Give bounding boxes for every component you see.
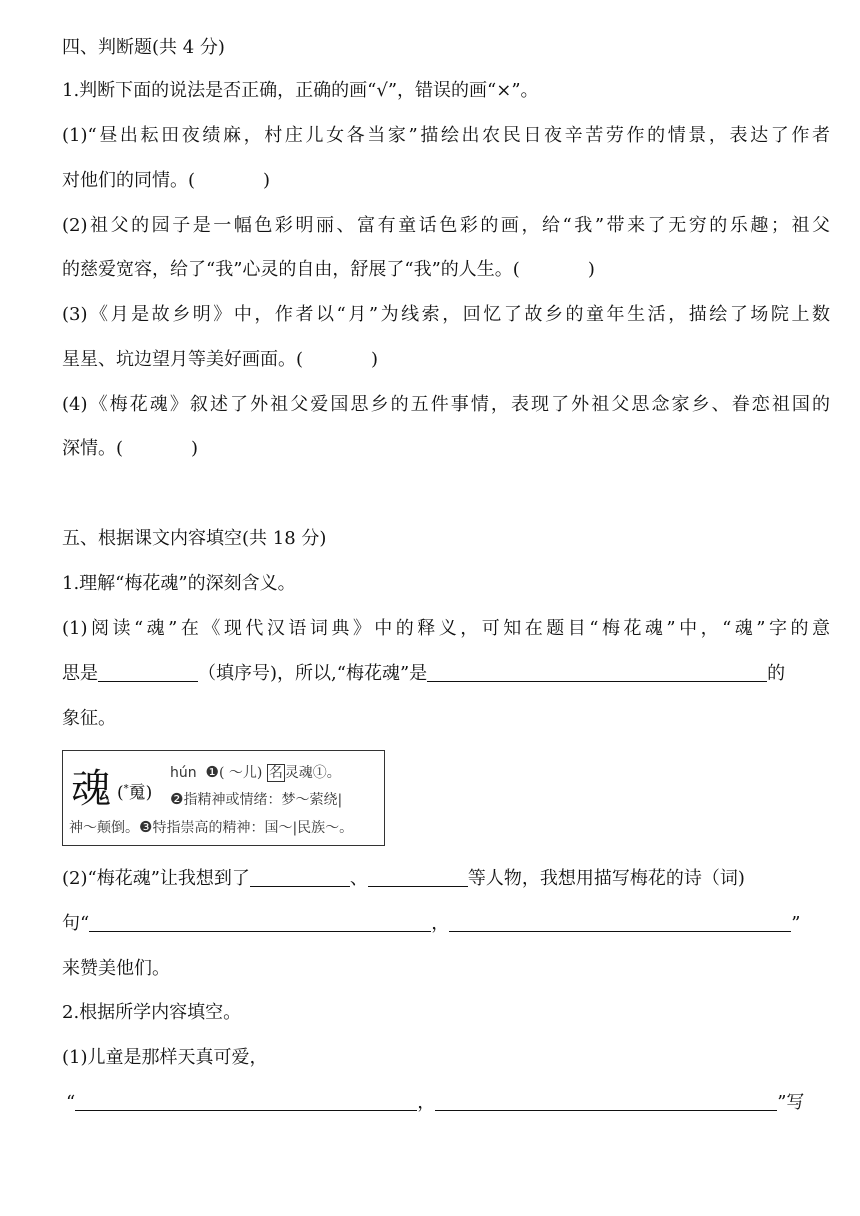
fill-blank-sequence-number[interactable]	[98, 663, 198, 682]
dictionary-sense-3: 神～颠倒。❸特指崇高的精神：国～|民族～。	[69, 818, 354, 836]
dictionary-headword: 魂	[71, 766, 111, 812]
q1-2-line1: (2)“梅花魂”让我想到了 、 等人物，我想用描写梅花的诗（词)	[62, 868, 745, 889]
section5-question1: 1.理解“梅花魂”的深刻含义。	[62, 573, 296, 594]
q2-1-line2: “ ， ”写	[66, 1092, 805, 1113]
fill-blank-person-1[interactable]	[250, 868, 350, 887]
fill-blank-poem-line-2[interactable]	[449, 913, 791, 932]
dictionary-sense-1: hún ❶( ～儿) 名 灵魂①。	[170, 763, 341, 781]
judge-item-1-line2: 对他们的同情。( )	[62, 170, 271, 191]
judge-item-4-line2: 深情。( )	[62, 438, 199, 459]
section4-question1: 1.判断下面的说法是否正确，正确的画“√”，错误的画“×”。	[62, 80, 539, 101]
dictionary-sense-2: ❷指精神或情绪：梦～萦绕|	[170, 790, 343, 808]
section5-question2: 2.根据所学内容填空。	[62, 1002, 242, 1023]
section5-title: 五、根据课文内容填空(共 18 分)	[62, 528, 327, 549]
fill-blank-poem-line-1[interactable]	[89, 913, 431, 932]
fill-blank-symbol[interactable]	[427, 663, 767, 682]
q1-2-line2: 句“ ， ”	[62, 913, 801, 934]
q1-1-line3: 象征。	[62, 708, 116, 729]
judge-item-4-line1: (4)《梅花魂》叙述了外祖父爱国思乡的五件事情，表现了外祖父思念家乡、眷恋祖国的	[62, 394, 830, 415]
q2-1-line1: (1)儿童是那样天真可爱，	[62, 1047, 268, 1068]
judge-item-3-line1: (3)《月是故乡明》中，作者以“月”为线索，回忆了故乡的童年生活，描绘了场院上数	[62, 304, 830, 325]
judge-item-2-line2: 的慈爱宽容，给了“我”心灵的自由，舒展了“我”的人生。( )	[62, 259, 595, 280]
judge-item-3-line2: 星星、坑边望月等美好画面。( )	[62, 349, 379, 370]
dictionary-variant: (*䰟)	[117, 783, 153, 803]
judge-item-1-line1: (1)“昼出耘田夜绩麻，村庄儿女各当家”描绘出农民日夜辛苦劳作的情景，表达了作者	[62, 125, 830, 146]
judge-item-2-line1: (2)祖父的园子是一幅色彩明丽、富有童话色彩的画，给“我”带来了无穷的乐趣；祖父	[62, 215, 830, 236]
section4-title: 四、判断题(共 4 分)	[62, 37, 225, 58]
dictionary-entry-box	[62, 750, 385, 846]
fill-blank-poem-line-4[interactable]	[435, 1092, 777, 1111]
fill-blank-poem-line-3[interactable]	[75, 1092, 417, 1111]
q1-2-line3: 来赞美他们。	[62, 958, 170, 979]
fill-blank-person-2[interactable]	[368, 868, 468, 887]
q1-1-line1: (1)阅读“魂”在《现代汉语词典》中的释义，可知在题目“梅花魂”中，“魂”字的意	[62, 618, 830, 639]
q1-1-line2: 思是 （填序号)，所以,“梅花魂”是 的	[62, 663, 786, 684]
